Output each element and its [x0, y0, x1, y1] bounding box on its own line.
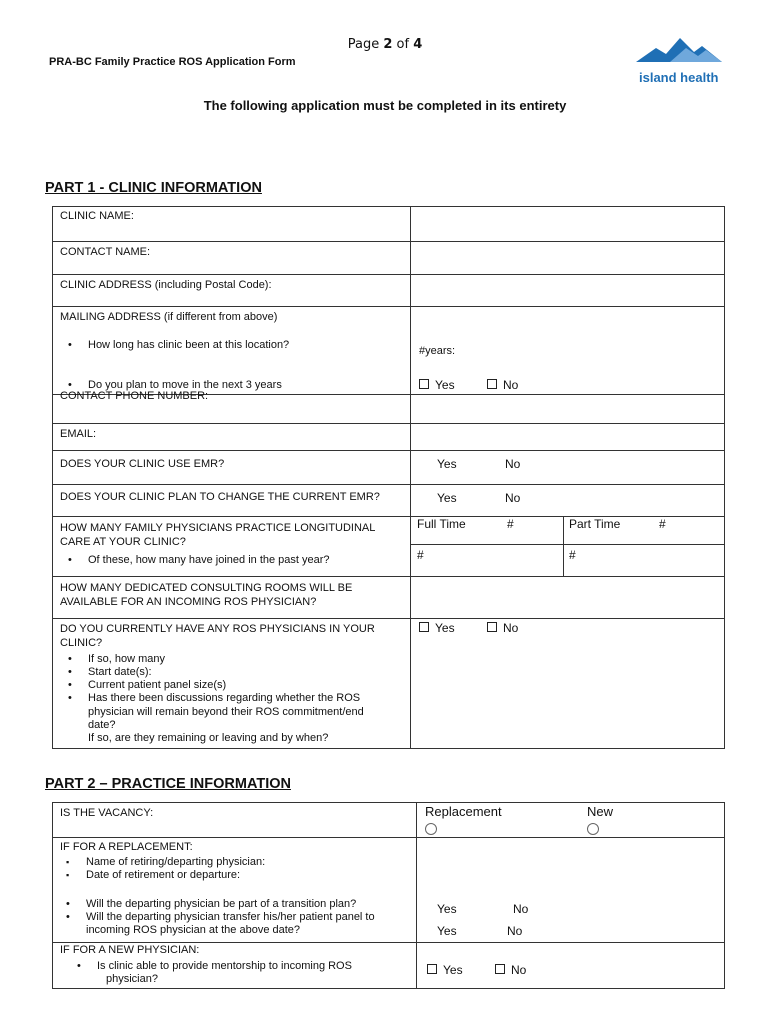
replacement-field[interactable] [417, 838, 725, 943]
checkbox-icon[interactable] [487, 622, 497, 632]
joined-part-hash[interactable]: # [569, 548, 576, 562]
consult-rooms-cell [53, 577, 411, 619]
use-emr-label: DOES YOUR CLINIC USE EMR? [60, 458, 225, 470]
panel-yes[interactable]: Yes [437, 924, 457, 938]
page-of: of [392, 37, 414, 52]
mentor-yes-option[interactable] [427, 963, 463, 977]
email-field[interactable] [411, 424, 725, 451]
ros-physicians-field[interactable] [411, 619, 725, 749]
mentorship-cont: physician? [106, 973, 158, 985]
mentor-no-option[interactable] [495, 963, 526, 977]
transition-bullets [58, 898, 375, 924]
part-time-label: Part Time [569, 517, 621, 531]
contact-name-label-cell [53, 242, 411, 275]
phone-label: CONTACT PHONE NUMBER: [60, 390, 209, 402]
replacement-cell [53, 838, 417, 943]
intro-text: The following application must be completed in its entirety [203, 98, 567, 113]
transition-bullet: • Will the departing physician transfer his/her patient panel to [58, 911, 375, 924]
change-emr-yes[interactable]: Yes [437, 491, 457, 505]
replacement-radio-icon[interactable] [425, 823, 437, 835]
use-emr-cell [53, 451, 411, 485]
clinic-address-label-cell [53, 275, 411, 307]
part2-heading: PART 2 – PRACTICE INFORMATION [45, 776, 291, 792]
mentorship-field[interactable] [417, 943, 725, 989]
transition-cont: incoming ROS physician at the above date? [86, 924, 301, 936]
page-total: 4 [413, 37, 423, 52]
use-emr-no[interactable]: No [505, 457, 521, 471]
joined-full-hash[interactable]: # [417, 548, 424, 562]
vacancy-label: IS THE VACANCY: [60, 807, 154, 819]
consult-rooms-label-1: HOW MANY DEDICATED CONSULTING ROOMS WILL BE [60, 582, 353, 594]
clinic-address-field[interactable] [411, 275, 725, 307]
location-question [60, 339, 289, 352]
clinic-info-table [52, 206, 725, 749]
new-radio-icon[interactable] [587, 823, 599, 835]
ros-bullet: • Start date(s): [60, 666, 360, 679]
years-label: #years: [419, 345, 456, 357]
checkbox-icon[interactable] [419, 622, 429, 632]
use-emr-field[interactable] [411, 451, 725, 485]
move-yes-option[interactable] [419, 378, 455, 392]
clinic-name-label-cell [53, 207, 411, 242]
page-prefix: Page [347, 37, 384, 52]
move-yes-label: Yes [435, 378, 455, 392]
new-label: New [587, 804, 614, 819]
fp-divider [563, 517, 564, 577]
form-title: PRA-BC Family Practice ROS Application Form [49, 56, 296, 68]
joined-list [60, 554, 330, 567]
move-no-option[interactable] [487, 378, 518, 392]
phone-label-cell [53, 390, 411, 424]
if-replacement-label: IF FOR A REPLACEMENT: [60, 841, 193, 853]
fp-count-label-2: CARE AT YOUR CLINIC? [60, 536, 186, 548]
transition-yes[interactable]: Yes [437, 902, 457, 916]
vacancy-field[interactable] [417, 803, 725, 838]
replacement-bullets [58, 856, 265, 882]
ros-question-1: DO YOU CURRENTLY HAVE ANY ROS PHYSICIANS IN YOUR [60, 623, 375, 635]
mailing-address-label: MAILING ADDRESS (if different from above) [60, 311, 278, 323]
replacement-label: Replacement [425, 804, 502, 819]
checkbox-icon[interactable] [487, 379, 497, 389]
checkbox-icon[interactable] [495, 964, 505, 974]
part1-heading: PART 1 - CLINIC INFORMATION [45, 180, 262, 196]
mentorship-question: • Is clinic able to provide mentorship to incoming ROS [69, 960, 352, 973]
ros-physicians-cell [53, 619, 411, 749]
fp-count-field[interactable] [411, 517, 725, 577]
mailing-address-field[interactable] [411, 307, 725, 395]
mentor-yes-label: Yes [443, 963, 463, 977]
ros-no-label: No [503, 621, 519, 635]
move-no-label: No [503, 378, 519, 392]
checkbox-icon[interactable] [419, 379, 429, 389]
ros-cont-1: physician will remain beyond their ROS commitment/end [88, 706, 364, 718]
clinic-name-field[interactable] [411, 207, 725, 242]
change-emr-label: DOES YOUR CLINIC PLAN TO CHANGE THE CURRENT EMR? [60, 491, 380, 503]
change-emr-field[interactable] [411, 485, 725, 517]
ros-bullets [60, 653, 360, 705]
mailing-address-cell [53, 307, 411, 395]
transition-no[interactable]: No [513, 902, 529, 916]
ros-cont-2: date? [88, 719, 116, 731]
if-new-label: IF FOR A NEW PHYSICIAN: [60, 944, 200, 956]
contact-name-field[interactable] [411, 242, 725, 275]
ros-yes-option[interactable] [419, 621, 455, 635]
change-emr-no[interactable]: No [505, 491, 521, 505]
replacement-bullet: ▪ Date of retirement or departure: [58, 869, 265, 882]
how-long-question: • How long has clinic been at this location? [60, 339, 289, 352]
joined-question: • Of these, how many have joined in the past year? [60, 554, 330, 567]
fp-row-divider [411, 544, 725, 545]
ros-no-option[interactable] [487, 621, 518, 635]
vacancy-cell [53, 803, 417, 838]
practice-info-table [52, 802, 725, 989]
consult-rooms-field[interactable] [411, 577, 725, 619]
fp-count-label-1: HOW MANY FAMILY PHYSICIANS PRACTICE LONGITUDINAL [60, 522, 376, 534]
ros-yes-label: Yes [435, 621, 455, 635]
part-time-hash: # [659, 517, 666, 531]
page-current: 2 [383, 37, 393, 52]
email-label-cell [53, 424, 411, 451]
ros-cont-3: If so, are they remaining or leaving and by when? [88, 732, 329, 744]
mentor-no-label: No [511, 963, 527, 977]
checkbox-icon[interactable] [427, 964, 437, 974]
panel-no[interactable]: No [507, 924, 523, 938]
change-emr-cell [53, 485, 411, 517]
move-question: • Do you plan to move in the next 3 years [60, 379, 282, 392]
clinic-name-label: CLINIC NAME: [60, 210, 134, 222]
replacement-bullet: ▪ Name of retiring/departing physician: [58, 856, 265, 869]
logo-text: island health [639, 70, 719, 85]
ros-bullet: • If so, how many [60, 653, 360, 666]
contact-name-label: CONTACT NAME: [60, 246, 151, 258]
full-time-label: Full Time [417, 517, 466, 531]
ros-bullet: • Has there been discussions regarding whether the ROS [60, 692, 360, 705]
phone-field[interactable] [411, 395, 725, 424]
full-time-hash: # [507, 517, 514, 531]
mentorship-list [69, 960, 352, 973]
transition-bullet: • Will the departing physician be part of a transition plan? [58, 898, 375, 911]
email-label: EMAIL: [60, 428, 97, 440]
new-physician-cell [53, 943, 417, 989]
fp-count-cell [53, 517, 411, 577]
ros-bullet: • Current patient panel size(s) [60, 679, 360, 692]
ros-question-2: CLINIC? [60, 637, 103, 649]
consult-rooms-label-2: AVAILABLE FOR AN INCOMING ROS PHYSICIAN? [60, 596, 317, 608]
use-emr-yes[interactable]: Yes [437, 457, 457, 471]
clinic-address-label: CLINIC ADDRESS (including Postal Code): [60, 279, 272, 291]
